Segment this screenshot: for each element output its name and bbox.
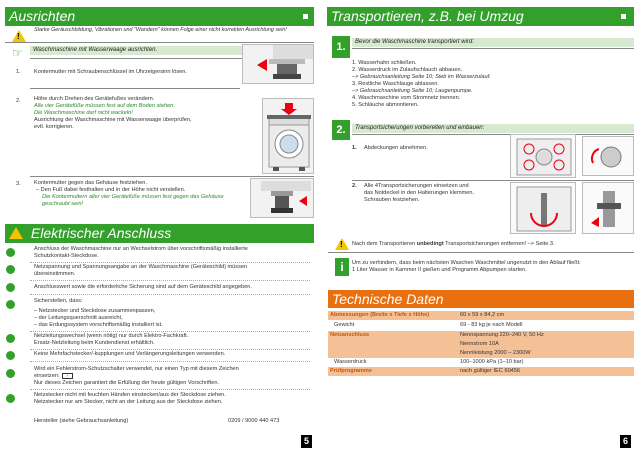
step2-line1: Höhe durch Drehen des Gerätefußes verändern. <box>34 96 155 102</box>
step3-line2: – Den Fuß dabei festhalten und in der Höhe nicht verstellen. <box>36 187 186 193</box>
transport-bolt-illustration <box>511 183 577 235</box>
bullet-dot <box>6 334 15 343</box>
elec-line: Sicherstellen, dass: <box>34 298 83 304</box>
elec-line: Schutzkontakt-Steckdose. <box>34 253 99 259</box>
step3-line4: geschraubt sein! <box>42 201 84 207</box>
tech-row <box>328 331 634 340</box>
elec-line: Nur dieses Zeichen garantiert die Erfüllung der heute gültigen Vorschriften. <box>34 380 220 386</box>
divider <box>30 176 314 177</box>
section-title-ausrichten <box>5 7 314 26</box>
machine-illustration <box>263 99 315 175</box>
tech-label: Netzanschluss <box>330 332 370 338</box>
manufacturer-phone: 0209 / 9000 440 473 <box>228 418 280 424</box>
elec-line: übereinstimmen. <box>34 271 76 277</box>
step-number: 2. <box>352 183 357 189</box>
transport-bolt-detail-image <box>582 182 634 234</box>
cover-image <box>510 134 576 178</box>
tech-row <box>328 311 634 320</box>
title-text: Ausrichten <box>9 8 76 24</box>
divider <box>30 262 310 263</box>
s1-line: 5. Schläuche abmontieren. <box>352 102 419 108</box>
step-number: 1. <box>352 145 357 151</box>
step2-line5: evtl. korrigieren. <box>34 124 74 130</box>
info-line1: Um zu verhindern, dass beim nächsten Waschen Waschmittel ungenutzt in den Ablauf fließt: <box>352 260 581 266</box>
cover-illustration <box>511 135 577 179</box>
s2-step2-line3: Schrauben festziehen. <box>364 197 420 203</box>
note-text-end: Transportsicherungen entfernen! –> Seite 3. <box>443 241 555 247</box>
bullet-dot <box>6 300 15 309</box>
title-text: Elektrischer Anschluss <box>30 225 172 241</box>
foot-illustration-2 <box>251 179 315 219</box>
tech-label: Abmessungen (Breite x Tiefe x Höhe) <box>330 312 430 318</box>
step2-line4: Ausrichtung der Waschmaschine mit Wasserwaage überprüfen, <box>34 117 192 123</box>
foot-image <box>242 44 314 84</box>
s1-line: 1. Wasserhahn schließen. <box>352 60 417 66</box>
warning-text: Starke Geräuschbildung, Vibrationen und "Wandern" können Folge einer nicht korrekten Ausrichtung sein! <box>34 27 287 33</box>
divider <box>30 294 310 295</box>
elec-line: – das Erdungssystem vorschriftsmäßig installiert ist. <box>34 322 163 328</box>
elec-line: Anschlusswert sowie die erforderliche Sicherung sind auf dem Geräteschild angegeben. <box>34 284 252 290</box>
corner-square <box>620 13 627 20</box>
elec-line: – Netzstecker und Steckdose zusammenpassen, <box>34 308 156 314</box>
step-number: 1. <box>16 69 21 75</box>
tech-value: Nennleistung 2000 – 2300W <box>460 350 531 356</box>
divider <box>30 280 310 281</box>
elec-line: Ersatz-Netzleitung beim Kundendienst erhältlich. <box>34 340 155 346</box>
warning-icon <box>9 227 23 239</box>
note-text: Nach dem Transportieren <box>352 241 417 247</box>
bullet-dot <box>6 351 15 360</box>
s1-line: –> Gebrauchsanleitung Seite 10; Sieb im Wasserzulauf. <box>352 74 491 80</box>
elec-line: – der Leitungsquerschnitt ausreicht, <box>34 315 123 321</box>
note-emphasis: unbedingt <box>416 241 444 247</box>
section1-heading: Bevor die Waschmaschine transportiert wird: <box>352 38 634 47</box>
step2-line3: Die Waschmaschine darf nicht wackeln! <box>34 110 133 116</box>
section-title-transportieren <box>327 7 634 26</box>
foot-illustration <box>243 45 315 85</box>
info-icon: i <box>335 258 349 276</box>
section2-heading: Transportsicherungen vorbereiten und einbauen: <box>352 124 634 133</box>
divider <box>30 361 310 362</box>
corner-square <box>302 13 309 20</box>
rcd-symbol-icon: ⏚ <box>62 373 73 379</box>
page-number: 6 <box>620 435 631 448</box>
tech-value: 60 x 59 x 84,2 cm <box>460 312 505 318</box>
transport-bolt-image <box>510 182 576 234</box>
step1-text: Kontermutter mit Schraubenschlüssel im Uhrzeigersinn lösen. <box>34 69 187 75</box>
tech-label: Gewicht <box>334 322 355 328</box>
s1-line: –> Gebrauchsanleitung Seite 10; Laugenpumpe. <box>352 88 473 94</box>
elec-line: Wird ein Fehlerstrom-Schutzschalter verwendet, nur einen Typ mit diesem Zeichen <box>34 366 239 372</box>
tech-value: Nennspannung 220–240 V, 50 Hz <box>460 332 544 338</box>
transport-bolt-detail-illustration <box>583 183 635 235</box>
manufacturer-label: Hersteller (siehe Gebrauchsanleitung) <box>34 418 129 424</box>
bullet-dot <box>6 394 15 403</box>
tech-row <box>328 321 634 330</box>
divider <box>30 389 310 390</box>
cover-detail-image <box>582 136 634 176</box>
tech-label: Prüfprogramme <box>330 368 372 374</box>
elec-line: Anschluss der Waschmaschine nur an Wechselstrom über vorschriftsmäßig installierte <box>34 246 248 252</box>
instruction-bar: Waschmaschine mit Wasserwaage ausrichten. <box>30 46 280 55</box>
divider <box>328 252 634 253</box>
step-number: 2. <box>16 98 21 104</box>
divider <box>30 331 310 332</box>
info-line2: 1 Liter Wasser in Kammer II gießen und Programm Abpumpen starten. <box>352 267 527 273</box>
machine-image <box>262 98 314 174</box>
tech-value: 100–1000 kPa (1–10 bar) <box>460 359 524 365</box>
tech-row <box>328 340 634 349</box>
tech-value: Nennstrom 10A <box>460 341 499 347</box>
bullet-dot <box>6 369 15 378</box>
title-text: Transportieren, z.B. bei Umzug <box>331 8 524 24</box>
elec-line: Netzstecker nicht mit feuchten Händen einstecken/aus der Steckdose ziehen. <box>34 392 226 398</box>
warning-icon: ! <box>12 30 26 42</box>
step2-line2: Alle vier Gerätefüße müssen fest auf dem Boden stehen. <box>34 103 175 109</box>
bullet-dot <box>6 265 15 274</box>
s1-line: 3. Restliche Waschlauge ablassen. <box>352 81 439 87</box>
tech-value: nach gültiger IEC 60456 <box>460 368 521 374</box>
elec-line: Netzleitungswechsel (wenn nötig) nur durch Elektro-Fachkraft. <box>34 333 189 339</box>
tech-label: Wasserdruck <box>334 359 367 365</box>
s2-step2-line1: Alle 4Transportsicherungen einsetzen und <box>364 183 469 189</box>
page-number: 5 <box>301 435 312 448</box>
bullet-dot <box>6 283 15 292</box>
elec-line: einsetzen: <box>34 373 60 379</box>
foot-image-2 <box>250 178 314 218</box>
section-title-technische-daten <box>328 290 634 308</box>
section-number: 1. <box>332 36 350 58</box>
tech-row <box>328 358 634 367</box>
tech-row <box>328 367 634 376</box>
hand-pointer-icon: ☞ <box>12 46 23 60</box>
divider <box>352 180 634 181</box>
s2-step1-text: Abdeckungen abnehmen. <box>364 145 428 151</box>
s1-line: 2. Wasserdruck im Zulaufschlauch abbauen. <box>352 67 463 73</box>
divider <box>5 42 314 43</box>
divider <box>352 134 634 135</box>
elec-line: Netzspannung und Spannungsangabe an der Waschmaschine (Geräteschild) müssen <box>34 264 248 270</box>
transport-note <box>352 241 555 248</box>
warning-icon: ! <box>335 238 349 250</box>
s2-step2-line2: das Notdeckel in den Halterungen klemmen. <box>364 190 475 196</box>
tech-value: 69 - 83 kg je nach Modell <box>460 322 523 328</box>
section-number: 2. <box>332 120 350 140</box>
step-number: 3. <box>16 181 21 187</box>
step3-line1: Kontermutter gegen das Gehäuse festziehen. <box>34 180 147 186</box>
elec-line: Keine Mehrfachstecker/-kupplungen und Verlängerungsleitungen verwenden. <box>34 351 226 357</box>
s1-line: 4. Waschmaschine vom Stromnetz trennen. <box>352 95 461 101</box>
section-title-elektrischer-anschluss <box>5 224 314 243</box>
divider <box>352 48 634 49</box>
elec-line: Netzstecker nur am Stecker, nicht an der Leitung aus der Steckdose ziehen. <box>34 399 223 405</box>
tech-row <box>328 349 634 358</box>
bullet-dot <box>6 248 15 257</box>
step3-line3: Die Kontermuttern aller vier Gerätefüße müssen fest gegen das Gehäuse <box>42 194 224 200</box>
divider <box>30 88 240 89</box>
title-text: Technische Daten <box>332 291 444 307</box>
right-page <box>320 0 640 452</box>
divider <box>30 349 310 350</box>
cover-detail-illustration <box>583 137 635 177</box>
